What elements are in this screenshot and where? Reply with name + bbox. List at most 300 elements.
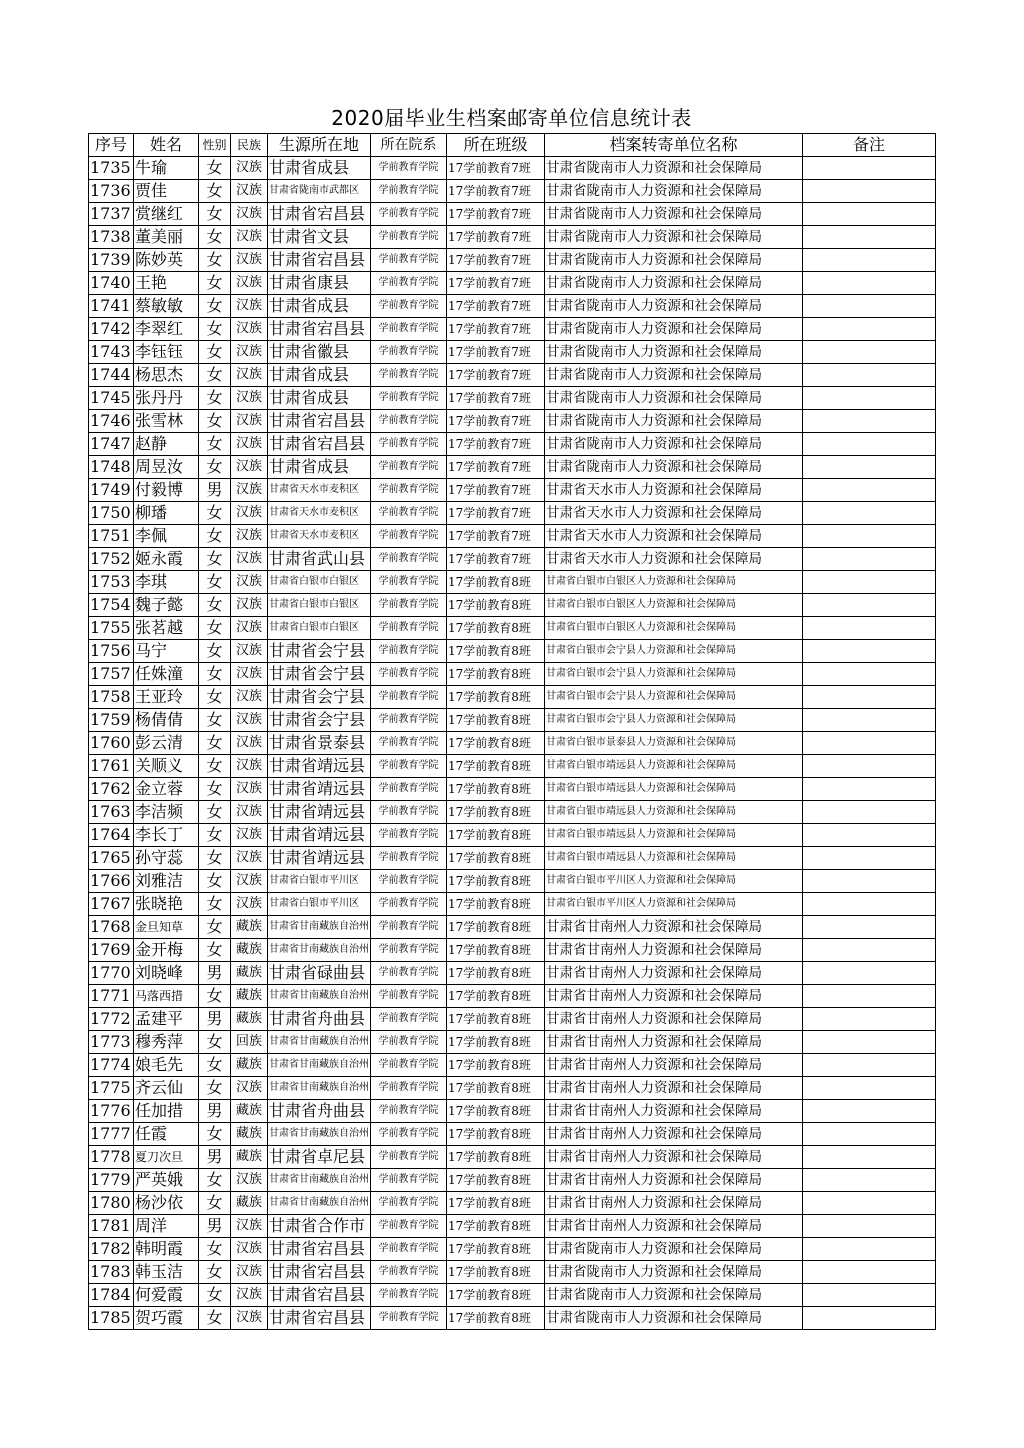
table-row: [89, 755, 936, 778]
cell-origin: 甘肃省宕昌县: [268, 410, 371, 433]
cell-dept: 学前教育学院: [371, 203, 447, 226]
cell-note: [803, 893, 936, 916]
cell-name: 任姝潼: [134, 663, 199, 686]
table-row: [89, 410, 936, 433]
cell-agency: 甘肃省白银市平川区人力资源和社会保障局: [545, 893, 803, 916]
cell-agency: 甘肃省甘南州人力资源和社会保障局: [545, 916, 803, 939]
table-row: [89, 617, 936, 640]
cell-ethnicity: 汉族: [231, 755, 268, 778]
cell-gender: 女: [199, 1238, 231, 1261]
cell-note: [803, 1261, 936, 1284]
cell-ethnicity: 汉族: [231, 1077, 268, 1100]
cell-origin: 甘肃省天水市麦积区: [268, 479, 371, 502]
cell-origin: 甘肃省甘南藏族自治州: [268, 916, 371, 939]
cell-dept: 学前教育学院: [371, 801, 447, 824]
cell-agency: 甘肃省陇南市人力资源和社会保障局: [545, 456, 803, 479]
table-row: [89, 180, 936, 203]
cell-class: 17学前教育8班: [447, 1238, 545, 1261]
cell-seq: 1774: [89, 1054, 134, 1077]
cell-origin: 甘肃省甘南藏族自治州: [268, 1031, 371, 1054]
cell-seq: 1776: [89, 1100, 134, 1123]
cell-ethnicity: 汉族: [231, 1261, 268, 1284]
cell-seq: 1769: [89, 939, 134, 962]
cell-gender: 女: [199, 1261, 231, 1284]
cell-seq: 1742: [89, 318, 134, 341]
cell-ethnicity: 汉族: [231, 617, 268, 640]
cell-agency: 甘肃省陇南市人力资源和社会保障局: [545, 249, 803, 272]
cell-ethnicity: 汉族: [231, 249, 268, 272]
table-row: [89, 387, 936, 410]
table-row: [89, 548, 936, 571]
table-row: [89, 341, 936, 364]
cell-ethnicity: 汉族: [231, 548, 268, 571]
cell-origin: 甘肃省会宁县: [268, 709, 371, 732]
cell-agency: 甘肃省陇南市人力资源和社会保障局: [545, 180, 803, 203]
table-row: [89, 1146, 936, 1169]
cell-origin: 甘肃省成县: [268, 364, 371, 387]
cell-gender: 女: [199, 663, 231, 686]
cell-ethnicity: 汉族: [231, 640, 268, 663]
cell-ethnicity: 汉族: [231, 456, 268, 479]
cell-gender: 女: [199, 433, 231, 456]
header-row: [89, 134, 936, 157]
cell-origin: 甘肃省甘南藏族自治州: [268, 939, 371, 962]
cell-seq: 1748: [89, 456, 134, 479]
cell-name: 杨思杰: [134, 364, 199, 387]
cell-name: 周昱汝: [134, 456, 199, 479]
cell-seq: 1757: [89, 663, 134, 686]
cell-dept: 学前教育学院: [371, 1031, 447, 1054]
cell-seq: 1754: [89, 594, 134, 617]
cell-note: [803, 1307, 936, 1330]
cell-gender: 女: [199, 502, 231, 525]
cell-class: 17学前教育8班: [447, 1031, 545, 1054]
cell-dept: 学前教育学院: [371, 1215, 447, 1238]
cell-origin: 甘肃省成县: [268, 295, 371, 318]
cell-origin: 甘肃省康县: [268, 272, 371, 295]
cell-ethnicity: 藏族: [231, 1054, 268, 1077]
cell-agency: 甘肃省白银市靖远县人力资源和社会保障局: [545, 778, 803, 801]
cell-origin: 甘肃省舟曲县: [268, 1008, 371, 1031]
cell-dept: 学前教育学院: [371, 1192, 447, 1215]
table-row: [89, 962, 936, 985]
cell-origin: 甘肃省碌曲县: [268, 962, 371, 985]
cell-agency: 甘肃省天水市人力资源和社会保障局: [545, 548, 803, 571]
cell-note: [803, 870, 936, 893]
cell-class: 17学前教育7班: [447, 548, 545, 571]
cell-class: 17学前教育7班: [447, 226, 545, 249]
cell-origin: 甘肃省宕昌县: [268, 1238, 371, 1261]
cell-name: 赏继红: [134, 203, 199, 226]
cell-ethnicity: 藏族: [231, 962, 268, 985]
cell-agency: 甘肃省陇南市人力资源和社会保障局: [545, 157, 803, 180]
cell-gender: 女: [199, 364, 231, 387]
cell-note: [803, 341, 936, 364]
cell-note: [803, 686, 936, 709]
cell-ethnicity: 汉族: [231, 663, 268, 686]
cell-agency: 甘肃省天水市人力资源和社会保障局: [545, 525, 803, 548]
cell-dept: 学前教育学院: [371, 1284, 447, 1307]
cell-dept: 学前教育学院: [371, 272, 447, 295]
cell-origin: 甘肃省成县: [268, 456, 371, 479]
cell-dept: 学前教育学院: [371, 1123, 447, 1146]
cell-origin: 甘肃省宕昌县: [268, 1261, 371, 1284]
cell-seq: 1773: [89, 1031, 134, 1054]
cell-ethnicity: 汉族: [231, 433, 268, 456]
table-row: [89, 686, 936, 709]
cell-class: 17学前教育8班: [447, 893, 545, 916]
cell-gender: 女: [199, 640, 231, 663]
cell-name: 刘雅洁: [134, 870, 199, 893]
cell-class: 17学前教育7班: [447, 387, 545, 410]
cell-ethnicity: 汉族: [231, 502, 268, 525]
cell-seq: 1745: [89, 387, 134, 410]
cell-ethnicity: 汉族: [231, 364, 268, 387]
cell-name: 娘毛先: [134, 1054, 199, 1077]
cell-dept: 学前教育学院: [371, 594, 447, 617]
cell-seq: 1770: [89, 962, 134, 985]
cell-ethnicity: 汉族: [231, 479, 268, 502]
table-row: [89, 778, 936, 801]
cell-dept: 学前教育学院: [371, 1100, 447, 1123]
cell-agency: 甘肃省白银市靖远县人力资源和社会保障局: [545, 755, 803, 778]
cell-dept: 学前教育学院: [371, 732, 447, 755]
cell-dept: 学前教育学院: [371, 1307, 447, 1330]
cell-gender: 女: [199, 387, 231, 410]
cell-class: 17学前教育8班: [447, 617, 545, 640]
table-row: [89, 1284, 936, 1307]
cell-gender: 女: [199, 686, 231, 709]
cell-origin: 甘肃省靖远县: [268, 755, 371, 778]
cell-gender: 女: [199, 594, 231, 617]
cell-note: [803, 456, 936, 479]
cell-name: 贾佳: [134, 180, 199, 203]
cell-seq: 1778: [89, 1146, 134, 1169]
cell-origin: 甘肃省宕昌县: [268, 433, 371, 456]
cell-agency: 甘肃省白银市靖远县人力资源和社会保障局: [545, 824, 803, 847]
cell-dept: 学前教育学院: [371, 318, 447, 341]
cell-ethnicity: 汉族: [231, 226, 268, 249]
cell-agency: 甘肃省天水市人力资源和社会保障局: [545, 479, 803, 502]
header-seq: 序号: [89, 134, 134, 157]
cell-name: 张晓艳: [134, 893, 199, 916]
cell-class: 17学前教育8班: [447, 1146, 545, 1169]
cell-origin: 甘肃省会宁县: [268, 663, 371, 686]
cell-note: [803, 1215, 936, 1238]
cell-origin: 甘肃省甘南藏族自治州: [268, 1077, 371, 1100]
cell-seq: 1760: [89, 732, 134, 755]
table-row: [89, 663, 936, 686]
cell-note: [803, 847, 936, 870]
cell-seq: 1750: [89, 502, 134, 525]
cell-dept: 学前教育学院: [371, 709, 447, 732]
cell-dept: 学前教育学院: [371, 1008, 447, 1031]
cell-origin: 甘肃省会宁县: [268, 640, 371, 663]
cell-dept: 学前教育学院: [371, 180, 447, 203]
cell-class: 17学前教育7班: [447, 456, 545, 479]
table-row: [89, 249, 936, 272]
cell-dept: 学前教育学院: [371, 985, 447, 1008]
cell-gender: 男: [199, 1008, 231, 1031]
cell-dept: 学前教育学院: [371, 1261, 447, 1284]
cell-name: 李佩: [134, 525, 199, 548]
cell-gender: 女: [199, 571, 231, 594]
cell-gender: 女: [199, 1077, 231, 1100]
cell-name: 董美丽: [134, 226, 199, 249]
cell-note: [803, 433, 936, 456]
cell-note: [803, 663, 936, 686]
cell-gender: 女: [199, 226, 231, 249]
cell-dept: 学前教育学院: [371, 456, 447, 479]
cell-gender: 女: [199, 617, 231, 640]
cell-dept: 学前教育学院: [371, 755, 447, 778]
cell-agency: 甘肃省甘南州人力资源和社会保障局: [545, 1123, 803, 1146]
cell-seq: 1746: [89, 410, 134, 433]
cell-dept: 学前教育学院: [371, 686, 447, 709]
cell-dept: 学前教育学院: [371, 433, 447, 456]
cell-name: 王亚玲: [134, 686, 199, 709]
cell-gender: 女: [199, 985, 231, 1008]
cell-dept: 学前教育学院: [371, 571, 447, 594]
cell-note: [803, 226, 936, 249]
cell-agency: 甘肃省白银市白银区人力资源和社会保障局: [545, 617, 803, 640]
cell-note: [803, 525, 936, 548]
cell-ethnicity: 汉族: [231, 295, 268, 318]
cell-seq: 1761: [89, 755, 134, 778]
cell-seq: 1753: [89, 571, 134, 594]
table-row: [89, 870, 936, 893]
cell-agency: 甘肃省甘南州人力资源和社会保障局: [545, 1054, 803, 1077]
cell-ethnicity: 藏族: [231, 1100, 268, 1123]
cell-origin: 甘肃省白银市白银区: [268, 571, 371, 594]
cell-gender: 女: [199, 732, 231, 755]
cell-agency: 甘肃省甘南州人力资源和社会保障局: [545, 962, 803, 985]
cell-gender: 女: [199, 1169, 231, 1192]
cell-gender: 女: [199, 709, 231, 732]
cell-gender: 女: [199, 755, 231, 778]
cell-name: 金开梅: [134, 939, 199, 962]
header-name: 姓名: [134, 134, 199, 157]
cell-name: 陈妙英: [134, 249, 199, 272]
cell-gender: 女: [199, 778, 231, 801]
cell-seq: 1741: [89, 295, 134, 318]
cell-origin: 甘肃省靖远县: [268, 778, 371, 801]
cell-note: [803, 1238, 936, 1261]
cell-gender: 女: [199, 1054, 231, 1077]
cell-note: [803, 1008, 936, 1031]
cell-name: 齐云仙: [134, 1077, 199, 1100]
cell-gender: 男: [199, 1146, 231, 1169]
cell-class: 17学前教育8班: [447, 1261, 545, 1284]
cell-gender: 女: [199, 1192, 231, 1215]
cell-name: 李长丁: [134, 824, 199, 847]
cell-name: 张茗越: [134, 617, 199, 640]
header-dept: 所在院系: [371, 134, 447, 157]
cell-origin: 甘肃省靖远县: [268, 847, 371, 870]
cell-note: [803, 180, 936, 203]
cell-gender: 女: [199, 1307, 231, 1330]
cell-class: 17学前教育7班: [447, 502, 545, 525]
cell-ethnicity: 汉族: [231, 801, 268, 824]
cell-origin: 甘肃省天水市麦积区: [268, 502, 371, 525]
cell-gender: 女: [199, 410, 231, 433]
cell-seq: 1758: [89, 686, 134, 709]
cell-note: [803, 364, 936, 387]
cell-class: 17学前教育7班: [447, 157, 545, 180]
cell-note: [803, 157, 936, 180]
cell-seq: 1781: [89, 1215, 134, 1238]
cell-seq: 1779: [89, 1169, 134, 1192]
cell-note: [803, 617, 936, 640]
cell-gender: 女: [199, 318, 231, 341]
cell-dept: 学前教育学院: [371, 341, 447, 364]
table-row: [89, 456, 936, 479]
cell-origin: 甘肃省卓尼县: [268, 1146, 371, 1169]
cell-origin: 甘肃省白银市平川区: [268, 870, 371, 893]
cell-ethnicity: 藏族: [231, 1146, 268, 1169]
cell-class: 17学前教育7班: [447, 341, 545, 364]
cell-note: [803, 479, 936, 502]
cell-agency: 甘肃省甘南州人力资源和社会保障局: [545, 1192, 803, 1215]
cell-name: 付毅博: [134, 479, 199, 502]
header-note: 备注: [803, 134, 936, 157]
cell-seq: 1785: [89, 1307, 134, 1330]
cell-name: 李琪: [134, 571, 199, 594]
cell-seq: 1766: [89, 870, 134, 893]
cell-origin: 甘肃省宕昌县: [268, 249, 371, 272]
cell-gender: 女: [199, 824, 231, 847]
cell-agency: 甘肃省白银市靖远县人力资源和社会保障局: [545, 847, 803, 870]
cell-note: [803, 1100, 936, 1123]
cell-origin: 甘肃省宕昌县: [268, 1307, 371, 1330]
table-row: [89, 640, 936, 663]
header-ethnicity: 民族: [231, 134, 268, 157]
cell-seq: 1784: [89, 1284, 134, 1307]
table-row: [89, 525, 936, 548]
cell-ethnicity: 汉族: [231, 203, 268, 226]
cell-note: [803, 1123, 936, 1146]
cell-class: 17学前教育8班: [447, 939, 545, 962]
cell-seq: 1767: [89, 893, 134, 916]
page-title: 2020届毕业生档案邮寄单位信息统计表: [331, 106, 692, 130]
cell-name: 韩玉洁: [134, 1261, 199, 1284]
cell-seq: 1775: [89, 1077, 134, 1100]
cell-class: 17学前教育8班: [447, 824, 545, 847]
cell-class: 17学前教育8班: [447, 1008, 545, 1031]
cell-dept: 学前教育学院: [371, 663, 447, 686]
cell-gender: 女: [199, 548, 231, 571]
cell-note: [803, 801, 936, 824]
cell-seq: 1743: [89, 341, 134, 364]
cell-ethnicity: 汉族: [231, 571, 268, 594]
cell-note: [803, 1054, 936, 1077]
cell-agency: 甘肃省甘南州人力资源和社会保障局: [545, 939, 803, 962]
cell-ethnicity: 汉族: [231, 272, 268, 295]
cell-class: 17学前教育8班: [447, 709, 545, 732]
cell-dept: 学前教育学院: [371, 617, 447, 640]
cell-agency: 甘肃省陇南市人力资源和社会保障局: [545, 364, 803, 387]
cell-note: [803, 249, 936, 272]
table-row: [89, 1100, 936, 1123]
cell-class: 17学前教育8班: [447, 1123, 545, 1146]
cell-name: 韩明霞: [134, 1238, 199, 1261]
cell-gender: 女: [199, 525, 231, 548]
cell-seq: 1735: [89, 157, 134, 180]
cell-name: 马宁: [134, 640, 199, 663]
cell-class: 17学前教育8班: [447, 1077, 545, 1100]
cell-agency: 甘肃省陇南市人力资源和社会保障局: [545, 203, 803, 226]
cell-ethnicity: 汉族: [231, 1169, 268, 1192]
cell-agency: 甘肃省白银市平川区人力资源和社会保障局: [545, 870, 803, 893]
cell-seq: 1763: [89, 801, 134, 824]
cell-origin: 甘肃省甘南藏族自治州: [268, 1192, 371, 1215]
cell-agency: 甘肃省白银市白银区人力资源和社会保障局: [545, 594, 803, 617]
cell-name: 金旦知草: [134, 916, 199, 939]
cell-gender: 女: [199, 870, 231, 893]
table-row: [89, 318, 936, 341]
cell-gender: 女: [199, 916, 231, 939]
cell-ethnicity: 汉族: [231, 1284, 268, 1307]
table-row: [89, 433, 936, 456]
cell-class: 17学前教育8班: [447, 1100, 545, 1123]
cell-ethnicity: 汉族: [231, 732, 268, 755]
cell-dept: 学前教育学院: [371, 824, 447, 847]
cell-dept: 学前教育学院: [371, 870, 447, 893]
cell-ethnicity: 回族: [231, 1031, 268, 1054]
cell-agency: 甘肃省陇南市人力资源和社会保障局: [545, 341, 803, 364]
cell-class: 17学前教育8班: [447, 1215, 545, 1238]
cell-name: 任加措: [134, 1100, 199, 1123]
cell-name: 李钰钰: [134, 341, 199, 364]
cell-agency: 甘肃省陇南市人力资源和社会保障局: [545, 226, 803, 249]
table-row: [89, 571, 936, 594]
cell-dept: 学前教育学院: [371, 249, 447, 272]
cell-gender: 女: [199, 203, 231, 226]
cell-note: [803, 985, 936, 1008]
cell-ethnicity: 汉族: [231, 824, 268, 847]
cell-gender: 女: [199, 272, 231, 295]
cell-name: 牛瑜: [134, 157, 199, 180]
cell-name: 刘晓峰: [134, 962, 199, 985]
cell-class: 17学前教育8班: [447, 732, 545, 755]
cell-gender: 女: [199, 939, 231, 962]
cell-name: 魏子懿: [134, 594, 199, 617]
cell-gender: 女: [199, 295, 231, 318]
cell-agency: 甘肃省白银市白银区人力资源和社会保障局: [545, 571, 803, 594]
cell-ethnicity: 汉族: [231, 778, 268, 801]
cell-agency: 甘肃省甘南州人力资源和社会保障局: [545, 1100, 803, 1123]
cell-origin: 甘肃省景泰县: [268, 732, 371, 755]
cell-ethnicity: 汉族: [231, 410, 268, 433]
cell-origin: 甘肃省武山县: [268, 548, 371, 571]
cell-class: 17学前教育8班: [447, 686, 545, 709]
records-table: [88, 133, 936, 1330]
header-class: 所在班级: [447, 134, 545, 157]
cell-class: 17学前教育8班: [447, 870, 545, 893]
cell-name: 张雪林: [134, 410, 199, 433]
cell-dept: 学前教育学院: [371, 916, 447, 939]
cell-class: 17学前教育7班: [447, 364, 545, 387]
cell-note: [803, 824, 936, 847]
cell-seq: 1759: [89, 709, 134, 732]
cell-class: 17学前教育8班: [447, 778, 545, 801]
table-row: [89, 1307, 936, 1330]
cell-note: [803, 640, 936, 663]
cell-class: 17学前教育8班: [447, 985, 545, 1008]
cell-note: [803, 939, 936, 962]
cell-ethnicity: 藏族: [231, 1008, 268, 1031]
cell-class: 17学前教育8班: [447, 594, 545, 617]
